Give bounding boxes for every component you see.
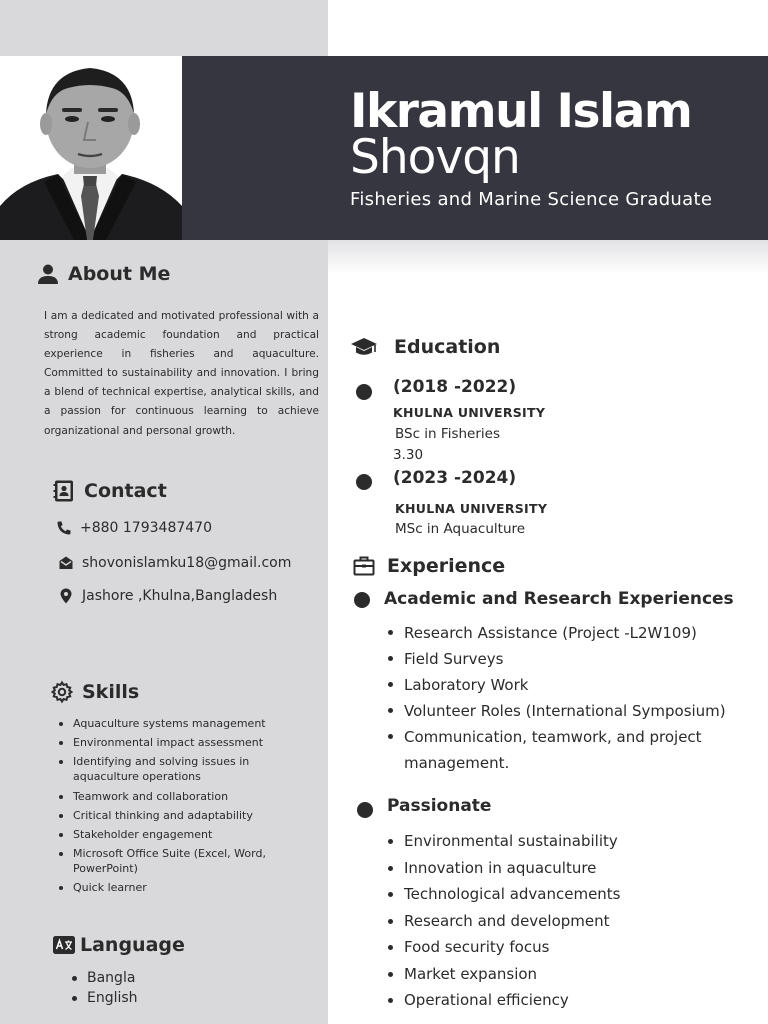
education-degree: BSc in Fisheries — [395, 426, 500, 442]
list-item: Environmental impact assessment — [58, 735, 318, 750]
list-item: Quick learner — [58, 880, 318, 895]
education-degree: MSc in Aquaculture — [395, 521, 526, 537]
briefcase-icon — [352, 554, 376, 578]
list-item: Operational efficiency — [386, 987, 764, 1014]
skills-title: Skills — [82, 681, 140, 703]
language-title: Language — [80, 934, 185, 956]
about-heading — [36, 262, 170, 286]
list-item: Aquaculture systems management — [58, 716, 318, 731]
language-list — [70, 968, 138, 1008]
list-item: Critical thinking and adaptability — [58, 808, 318, 823]
contact-address-row — [58, 588, 277, 604]
profile-photo — [0, 56, 182, 240]
education-university: KHULNA UNIVERSITY — [395, 501, 548, 516]
list-item: Teamwork and collaboration — [58, 789, 318, 804]
contact-title: Contact — [84, 480, 167, 502]
skills-heading — [50, 680, 139, 704]
list-item: Technological advancements — [386, 881, 764, 908]
timeline-dot — [356, 474, 372, 490]
education-title: Education — [394, 336, 501, 358]
experience-title: Experience — [387, 555, 506, 577]
education-heading — [350, 335, 500, 359]
translate-icon — [52, 933, 76, 957]
envelope-icon — [58, 555, 74, 571]
passionate-heading: Passionate — [387, 796, 492, 816]
name-second-line: Shovqn — [350, 130, 520, 185]
education-years: (2018 -2022) — [393, 377, 517, 397]
list-item: English — [70, 988, 138, 1008]
experience-subheading: Academic and Research Experiences — [384, 589, 734, 609]
list-item: Food security focus — [386, 934, 764, 961]
header-shadow — [328, 240, 768, 274]
timeline-dot — [356, 384, 372, 400]
timeline-dot — [357, 802, 373, 818]
list-item: Bangla — [70, 968, 138, 988]
education-grade: 3.30 — [393, 447, 424, 463]
location-pin-icon — [58, 588, 74, 604]
list-item: Field Surveys — [386, 646, 764, 672]
name-first-line: Ikramul Islam — [350, 84, 692, 139]
list-item: Communication, teamwork, and project management. — [386, 724, 764, 776]
contact-email: shovonislamku18@gmail.com — [82, 555, 292, 571]
about-title: About Me — [68, 263, 171, 285]
contact-phone-row[interactable] — [56, 520, 212, 536]
phone-icon — [56, 520, 72, 536]
list-item: Environmental sustainability — [386, 828, 764, 855]
contact-heading — [52, 479, 167, 503]
education-years: (2023 -2024) — [393, 468, 517, 488]
about-paragraph: I am a dedicated and motivated professional with a strong academic foundation and practical experience in fisheries and aquaculture. Committed to sustainability and innovation. I bring a blend of technical expertise, analytical skills, and a passion for continuous learning to achieve organizational and personal growth. — [44, 310, 319, 437]
timeline-dot — [354, 592, 370, 608]
list-item: Market expansion — [386, 961, 764, 988]
contact-email-row[interactable] — [58, 555, 291, 571]
experience-list — [386, 620, 764, 776]
list-item: Microsoft Office Suite (Excel, Word, PowerPoint) — [58, 846, 318, 876]
education-university: KHULNA UNIVERSITY — [393, 405, 546, 420]
list-item: Research and development — [386, 908, 764, 935]
contact-phone: +880 1793487470 — [80, 520, 212, 536]
experience-heading — [352, 554, 505, 578]
person-icon — [36, 262, 60, 286]
list-item: Stakeholder engagement — [58, 827, 318, 842]
list-item: Volunteer Roles (International Symposium) — [386, 698, 764, 724]
skills-list — [58, 716, 318, 900]
language-heading — [52, 933, 185, 957]
list-item: Laboratory Work — [386, 672, 764, 698]
passionate-list — [386, 828, 764, 1014]
contact-address: Jashore ,Khulna,Bangladesh — [82, 588, 278, 604]
graduation-cap-icon — [350, 335, 378, 359]
contact-book-icon — [52, 479, 76, 503]
gear-icon — [50, 680, 74, 704]
list-item: Research Assistance (Project -L2W109) — [386, 620, 764, 646]
list-item: Innovation in aquaculture — [386, 855, 764, 882]
list-item: Identifying and solving issues in aquaculture operations — [58, 754, 318, 784]
job-subtitle: Fisheries and Marine Science Graduate — [350, 189, 713, 210]
